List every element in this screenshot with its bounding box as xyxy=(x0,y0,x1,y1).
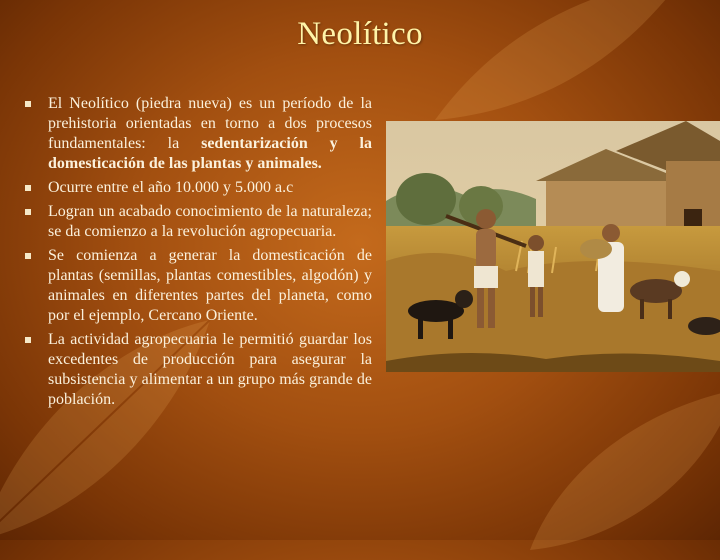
square-bullet-icon xyxy=(25,185,31,191)
list-item xyxy=(22,202,372,242)
leaf-decoration-icon xyxy=(520,380,720,560)
bullet-text: Se comienza a generar la domesticación de plantas (semillas, plantas comestibles, algodón) y animales en diferentes partes del planeta, como por el ejemplo, Cercano Oriente. xyxy=(48,247,372,324)
slide-title: Neolítico xyxy=(297,16,423,52)
list-item xyxy=(22,330,372,410)
bullet-list xyxy=(22,94,372,414)
list-item xyxy=(22,94,372,174)
square-bullet-icon xyxy=(25,337,31,343)
neolithic-village-illustration xyxy=(386,121,720,372)
square-bullet-icon xyxy=(25,101,31,107)
bullet-text: Ocurre entre el año 10.000 y 5.000 a.c xyxy=(48,179,294,196)
bullet-text: El Neolítico (piedra nueva) es un período de la prehistoria orientadas en torno a dos procesos fundamentales: la sedentarización y la domesticación de las plantas y animales. xyxy=(48,95,372,172)
square-bullet-icon xyxy=(25,253,31,259)
bullet-text: La actividad agropecuaria le permitió guardar los excedentes de producción para asegurar la subsistencia y alimentar a un grupo más grande de población. xyxy=(48,331,372,408)
list-item xyxy=(22,246,372,326)
square-bullet-icon xyxy=(25,209,31,215)
bullet-text: Logran un acabado conocimiento de la naturaleza; se da comienzo a la revolución agropecuaria. xyxy=(48,203,372,240)
list-item xyxy=(22,178,372,198)
